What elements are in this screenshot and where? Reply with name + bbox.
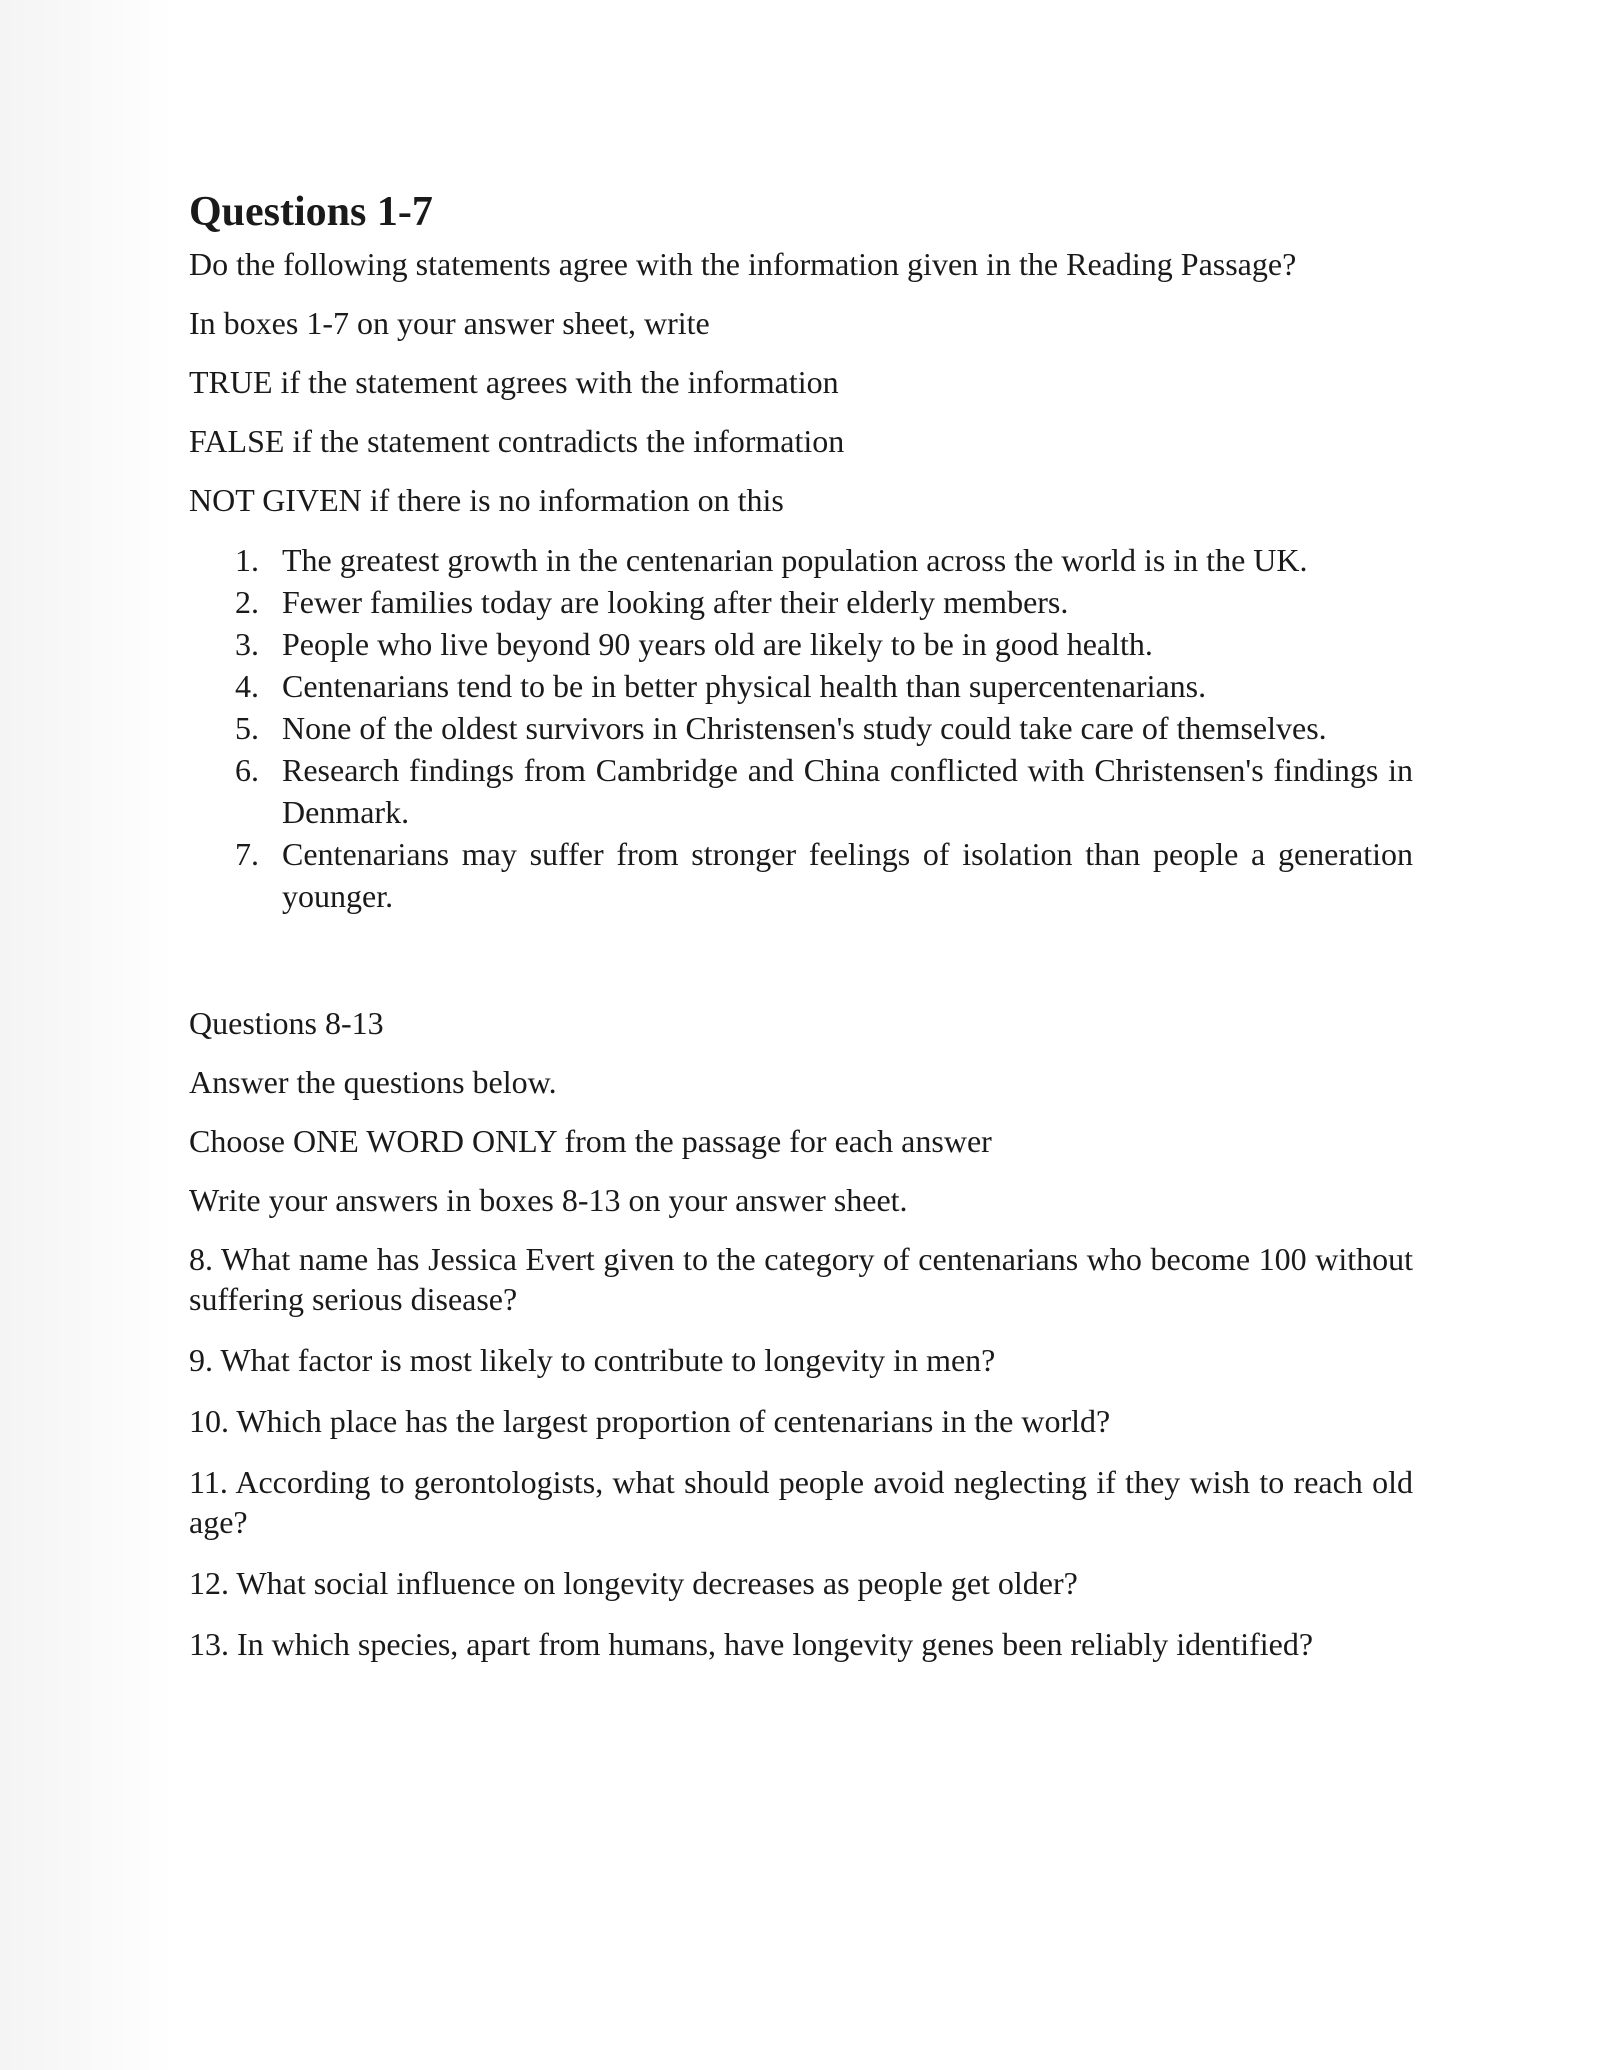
- section2-intro: Answer the questions below.: [189, 1064, 557, 1100]
- list-item: [189, 833, 1413, 917]
- section2-write-instruction: Write your answers in boxes 8-13 on your answer sheet.: [189, 1182, 908, 1218]
- statement-list: [189, 539, 1413, 917]
- section1-intro: Do the following statements agree with the information given in the Reading Passage?: [189, 246, 1297, 282]
- false-definition: FALSE if the statement contradicts the information: [189, 423, 845, 459]
- page-edge-shading: [0, 0, 172, 2070]
- item-number: 3.: [235, 626, 259, 662]
- section-spacer: [189, 917, 1413, 1003]
- item-number: 5.: [235, 710, 259, 746]
- item-text: Fewer families today are looking after their elderly members.: [282, 584, 1069, 620]
- question-11: 11. According to gerontologists, what should people avoid neglecting if they wish to reach old age?: [189, 1464, 1413, 1540]
- item-number: 4.: [235, 668, 259, 704]
- list-item: [189, 665, 1413, 707]
- item-text: The greatest growth in the centenarian population across the world is in the UK.: [282, 542, 1308, 578]
- not-given-definition: NOT GIVEN if there is no information on this: [189, 482, 784, 518]
- item-text: Centenarians may suffer from stronger feelings of isolation than people a generation younger.: [282, 836, 1413, 914]
- item-number: 1.: [235, 542, 259, 578]
- item-text: People who live beyond 90 years old are likely to be in good health.: [282, 626, 1153, 662]
- question-9: 9. What factor is most likely to contribute to longevity in men?: [189, 1342, 996, 1378]
- question-8: 8. What name has Jessica Evert given to the category of centenarians who become 100 without suffering serious disease?: [189, 1241, 1413, 1317]
- item-text: Centenarians tend to be in better physical health than supercentenarians.: [282, 668, 1207, 704]
- section1-instruction: In boxes 1-7 on your answer sheet, write: [189, 305, 710, 341]
- section1-heading: Questions 1-7: [189, 189, 433, 235]
- section2-heading: Questions 8-13: [189, 1005, 384, 1041]
- question-13: 13. In which species, apart from humans, have longevity genes been reliably identified?: [189, 1626, 1314, 1662]
- list-item: [189, 539, 1413, 581]
- list-item: [189, 749, 1413, 833]
- list-item: [189, 707, 1413, 749]
- item-number: 7.: [235, 836, 259, 872]
- question-10: 10. Which place has the largest proportion of centenarians in the world?: [189, 1403, 1111, 1439]
- true-definition: TRUE if the statement agrees with the information: [189, 364, 839, 400]
- question-12: 12. What social influence on longevity decreases as people get older?: [189, 1565, 1078, 1601]
- item-number: 2.: [235, 584, 259, 620]
- list-item: [189, 623, 1413, 665]
- list-item: [189, 581, 1413, 623]
- section2-instruction: Choose ONE WORD ONLY from the passage for each answer: [189, 1123, 992, 1159]
- item-number: 6.: [235, 752, 259, 788]
- document-content: [189, 186, 1413, 1685]
- item-text: None of the oldest survivors in Christensen's study could take care of themselves.: [282, 710, 1327, 746]
- item-text: Research findings from Cambridge and China conflicted with Christensen's findings in Denmark.: [282, 752, 1413, 830]
